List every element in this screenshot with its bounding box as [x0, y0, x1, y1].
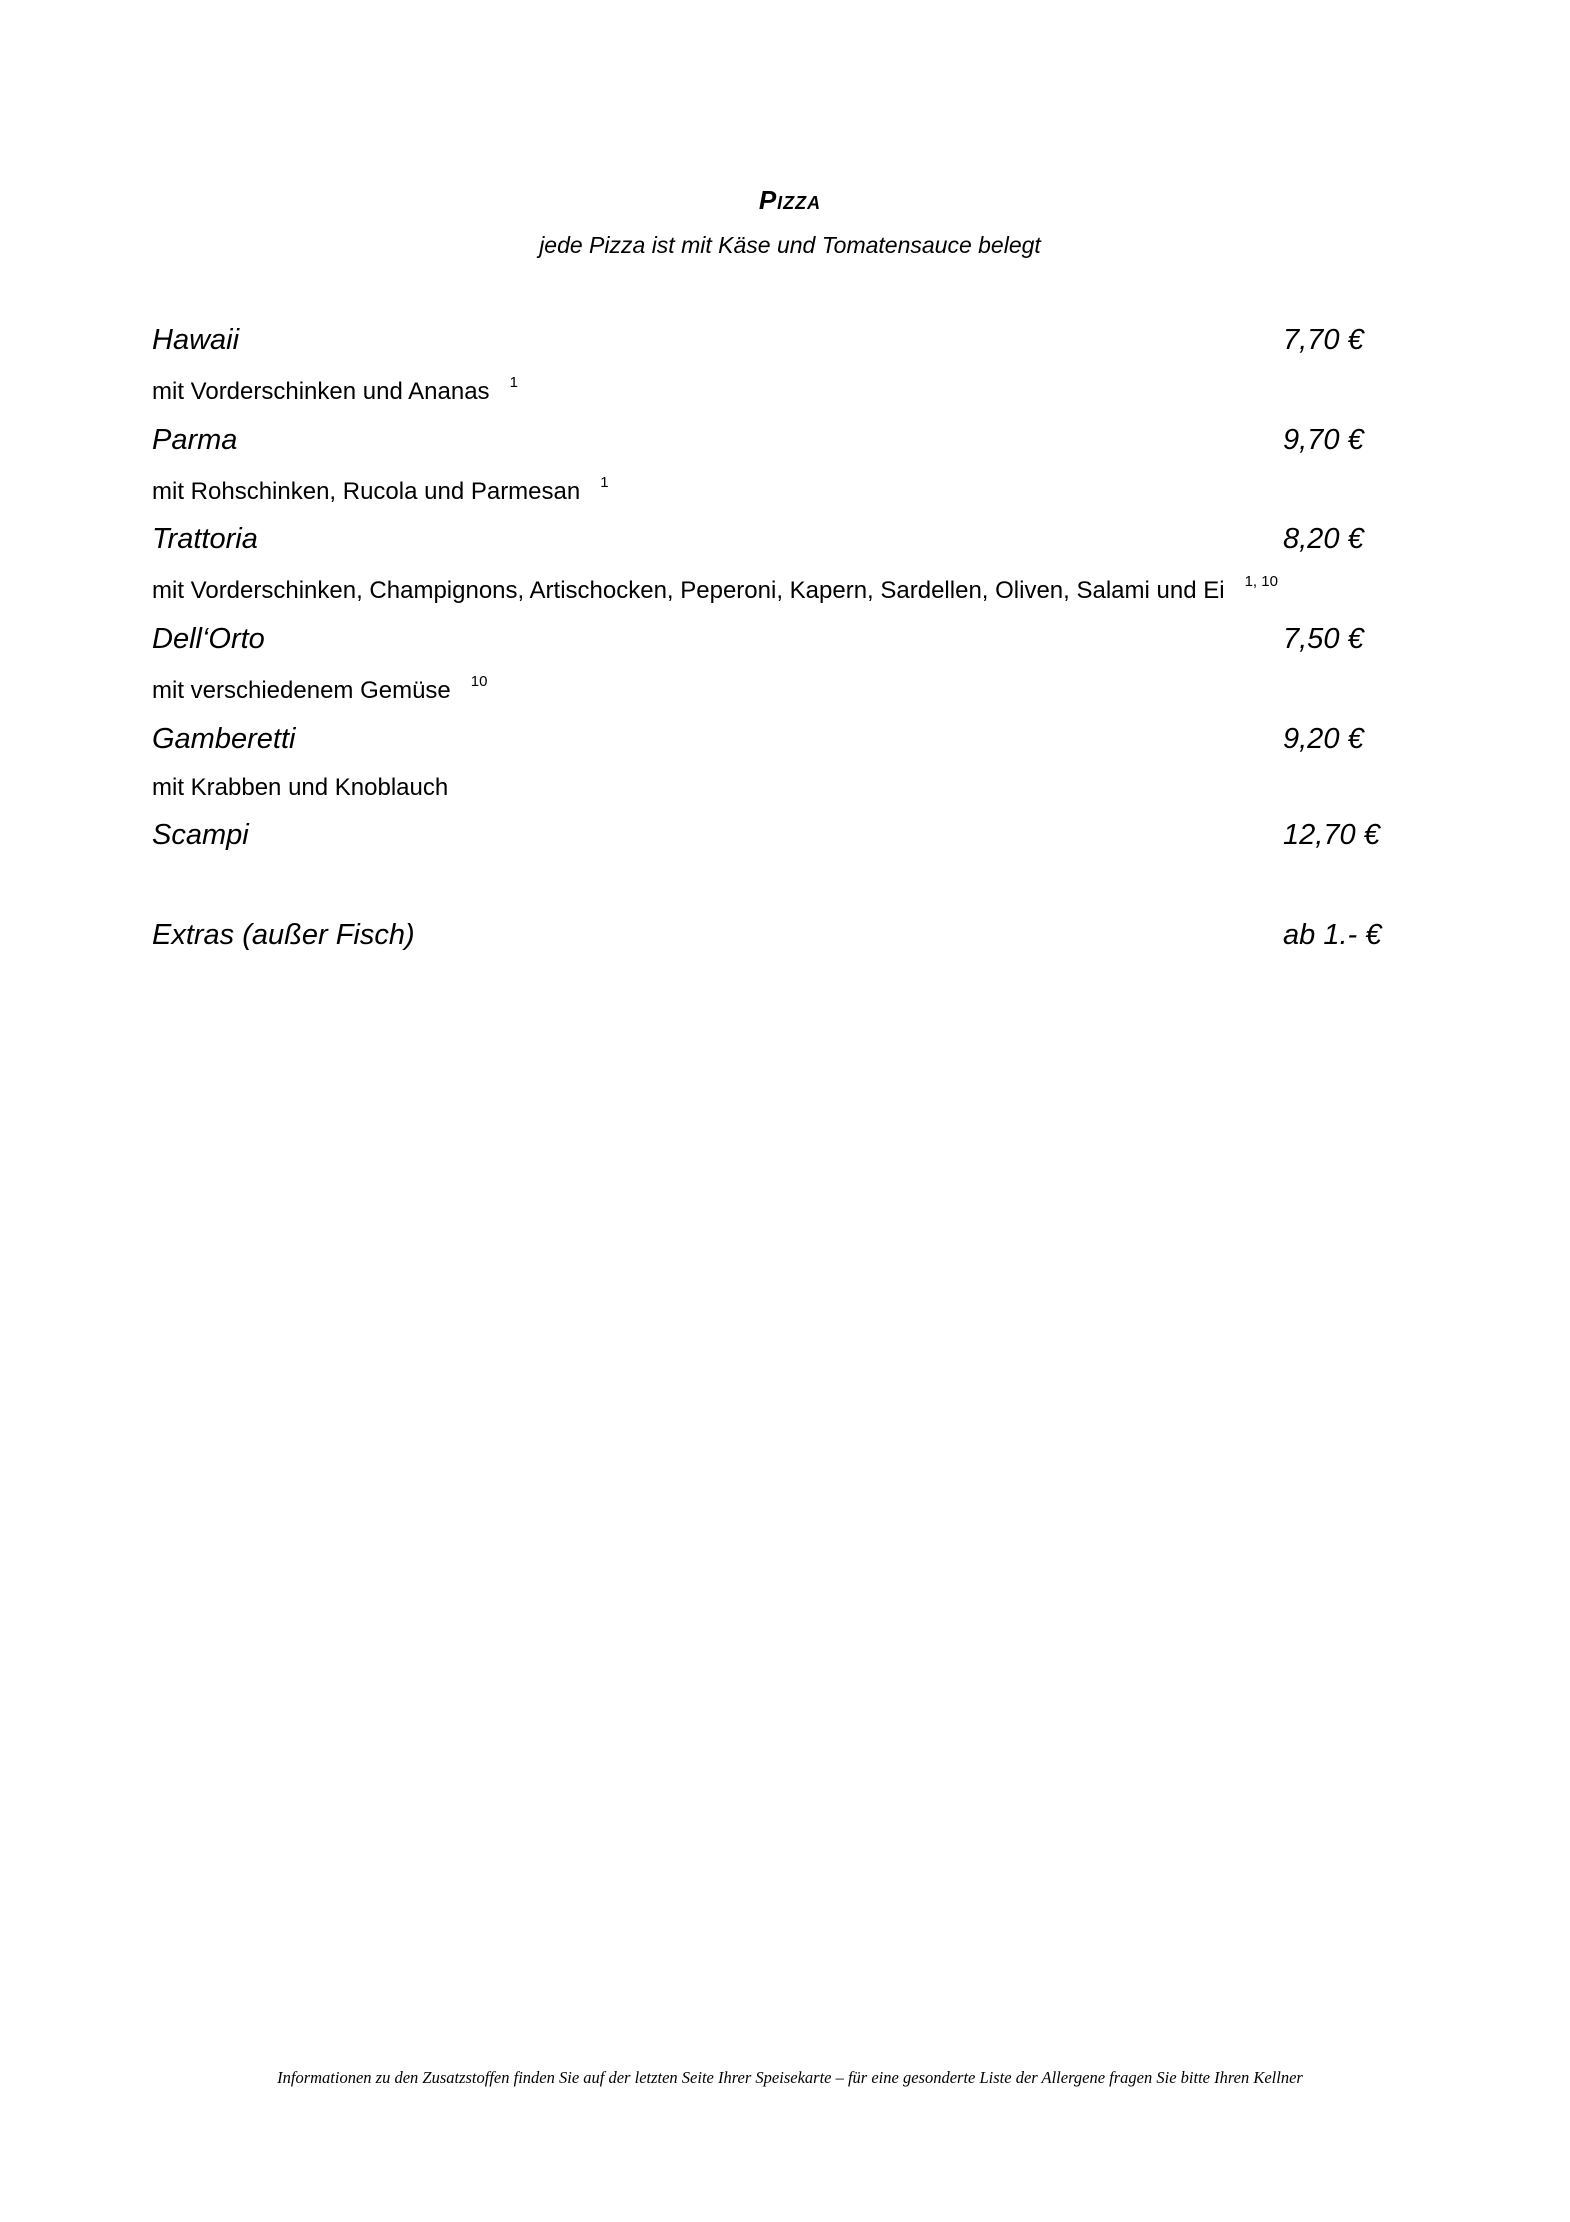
page-title: Pizza	[758, 185, 822, 215]
item-price: 9,20 €	[1283, 723, 1364, 755]
item-name: Hawaii	[152, 324, 240, 356]
item-price: 7,50 €	[1283, 623, 1364, 655]
item-name: Gamberetti	[152, 723, 296, 755]
item-price: 9,70 €	[1283, 424, 1364, 456]
item-price: 12,70 €	[1283, 819, 1380, 851]
item-price: 8,20 €	[1283, 523, 1364, 555]
item-description-text: mit Vorderschinken und Ananas	[152, 378, 490, 405]
item-description-text: mit Rohschinken, Rucola und Parmesan	[152, 478, 581, 505]
item-description-text: mit Krabben und Knoblauch	[152, 774, 449, 801]
footer-note: Informationen zu den Zusatzstoffen finden Sie auf der letzten Seite Ihrer Speisekarte – für eine gesonderte Liste der Allergene fragen Sie bitte Ihren Kellner	[277, 2068, 1303, 2087]
item-description-text: mit verschiedenem Gemüse	[152, 677, 451, 704]
item-description	[152, 475, 609, 509]
item-name: Trattoria	[152, 523, 258, 555]
additive-note: 10	[470, 673, 488, 690]
item-description	[152, 574, 1278, 608]
page-subtitle: jede Pizza ist mit Käse und Tomatensauce belegt	[539, 232, 1041, 258]
additive-note: 1	[509, 374, 518, 391]
item-name: Scampi	[152, 819, 249, 851]
item-description-text: mit Vorderschinken, Champignons, Artischocken, Peperoni, Kapern, Sardellen, Oliven, Salami und Ei	[152, 577, 1225, 604]
extras-name: Extras (außer Fisch)	[152, 919, 415, 951]
item-description	[152, 375, 518, 409]
additive-note: 1, 10	[1244, 573, 1278, 590]
item-name: Dell‘Orto	[152, 623, 265, 655]
extras-price: ab 1.- €	[1283, 919, 1382, 951]
item-description	[152, 674, 487, 708]
item-price: 7,70 €	[1283, 324, 1364, 356]
additive-note: 1	[600, 474, 609, 491]
item-name: Parma	[152, 424, 238, 456]
item-description	[152, 771, 448, 805]
